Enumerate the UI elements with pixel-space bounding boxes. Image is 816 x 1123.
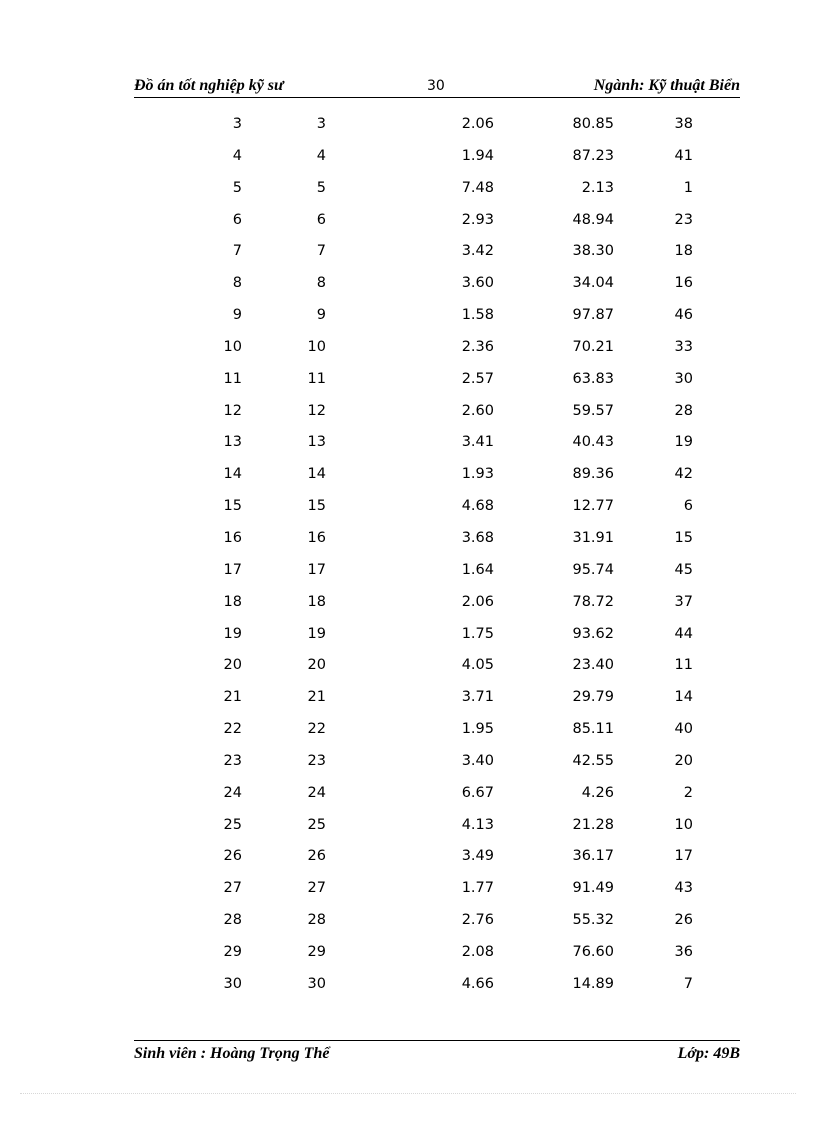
table-cell: 43 (674, 880, 693, 897)
table-cell: 4.68 (461, 498, 494, 515)
table-cell: 3.40 (461, 752, 494, 769)
table-row (0, 556, 816, 588)
table-cell: 3.71 (461, 689, 494, 706)
table-cell: 26 (223, 848, 242, 865)
table-cell: 6 (316, 211, 326, 228)
table-cell: 1.94 (461, 147, 494, 164)
table-cell: 36 (674, 943, 693, 960)
table-cell: 20 (674, 752, 693, 769)
table-cell: 18 (307, 593, 326, 610)
table-cell: 29 (223, 943, 242, 960)
table-cell: 55.32 (572, 912, 614, 929)
table-cell: 16 (674, 275, 693, 292)
table-cell: 4 (316, 147, 326, 164)
table-cell: 6.67 (461, 784, 494, 801)
table-row (0, 174, 816, 206)
table-cell: 26 (674, 912, 693, 929)
table-cell: 2.57 (461, 370, 494, 387)
table-cell: 97.87 (572, 307, 614, 324)
table-cell: 23 (223, 752, 242, 769)
table-cell: 1.64 (461, 561, 494, 578)
table-cell: 3.41 (461, 434, 494, 451)
table-cell: 15 (674, 529, 693, 546)
table-cell: 27 (307, 880, 326, 897)
table-cell: 15 (223, 498, 242, 515)
table-cell: 2.13 (581, 179, 614, 196)
table-cell: 10 (674, 816, 693, 833)
table-cell: 21 (223, 689, 242, 706)
table-cell: 3 (316, 116, 326, 132)
table-row (0, 651, 816, 683)
table-row (0, 460, 816, 492)
table-cell: 45 (674, 561, 693, 578)
table-cell: 2.08 (461, 943, 494, 960)
table-cell: 4.66 (461, 975, 494, 992)
data-table (0, 110, 816, 1002)
table-row (0, 333, 816, 365)
table-cell: 8 (232, 275, 242, 292)
table-cell: 33 (674, 338, 693, 355)
table-cell: 27 (223, 880, 242, 897)
table-cell: 10 (223, 338, 242, 355)
header-major: Ngành: Kỹ thuật Biển (593, 77, 740, 94)
table-cell: 13 (307, 434, 326, 451)
table-cell: 93.62 (572, 625, 614, 642)
table-cell: 44 (674, 625, 693, 642)
table-row (0, 588, 816, 620)
table-row (0, 206, 816, 238)
table-cell: 10 (307, 338, 326, 355)
table-cell: 89.36 (572, 466, 614, 483)
table-cell: 15 (307, 498, 326, 515)
table-cell: 36.17 (572, 848, 614, 865)
table-cell: 41 (674, 147, 693, 164)
table-row (0, 747, 816, 779)
table-row (0, 938, 816, 970)
table-cell: 87.23 (572, 147, 614, 164)
table-row (0, 683, 816, 715)
table-cell: 11 (223, 370, 242, 387)
table-cell: 70.21 (572, 338, 614, 355)
table-cell: 3 (232, 116, 242, 132)
table-cell: 20 (307, 657, 326, 674)
table-cell: 37 (674, 593, 693, 610)
table-row (0, 492, 816, 524)
table-cell: 28 (223, 912, 242, 929)
table-cell: 21.28 (572, 816, 614, 833)
table-cell: 76.60 (572, 943, 614, 960)
table-cell: 16 (307, 529, 326, 546)
table-row (0, 620, 816, 652)
table-cell: 91.49 (572, 880, 614, 897)
table-row (0, 365, 816, 397)
table-cell: 8 (316, 275, 326, 292)
table-row (0, 237, 816, 269)
table-cell: 17 (307, 561, 326, 578)
table-cell: 2 (683, 784, 693, 801)
table-cell: 24 (223, 784, 242, 801)
table-cell: 11 (307, 370, 326, 387)
page-number: 30 (427, 78, 445, 94)
table-cell: 2.06 (461, 593, 494, 610)
table-cell: 1 (683, 179, 693, 196)
table-cell: 42.55 (572, 752, 614, 769)
table-cell: 16 (223, 529, 242, 546)
table-cell: 25 (307, 816, 326, 833)
page-footer (134, 1040, 740, 1063)
table-cell: 5 (232, 179, 242, 196)
table-cell: 78.72 (572, 593, 614, 610)
table-cell: 46 (674, 307, 693, 324)
table-cell: 2.93 (461, 211, 494, 228)
table-row (0, 428, 816, 460)
table-row (0, 715, 816, 747)
table-cell: 13 (223, 434, 242, 451)
table-cell: 63.83 (572, 370, 614, 387)
table-cell: 11 (674, 657, 693, 674)
table-cell: 6 (683, 498, 693, 515)
table-cell: 4.05 (461, 657, 494, 674)
footer-class: Lớp: 49B (677, 1045, 740, 1062)
table-row (0, 811, 816, 843)
table-cell: 23.40 (572, 657, 614, 674)
table-cell: 5 (316, 179, 326, 196)
table-row (0, 269, 816, 301)
table-row (0, 842, 816, 874)
table-cell: 14 (223, 466, 242, 483)
table-cell: 18 (223, 593, 242, 610)
table-cell: 1.75 (461, 625, 494, 642)
table-cell: 23 (307, 752, 326, 769)
table-cell: 14 (307, 466, 326, 483)
table-cell: 4.26 (581, 784, 614, 801)
table-cell: 3.68 (461, 529, 494, 546)
page-header (134, 75, 740, 98)
table-cell: 7.48 (461, 179, 494, 196)
table-cell: 34.04 (572, 275, 614, 292)
table-cell: 29.79 (572, 689, 614, 706)
table-cell: 4 (232, 147, 242, 164)
table-cell: 1.77 (461, 880, 494, 897)
table-row (0, 397, 816, 429)
page-edge-divider (20, 1093, 796, 1094)
table-cell: 9 (232, 307, 242, 324)
table-cell: 3.42 (461, 243, 494, 260)
table-row (0, 874, 816, 906)
table-cell: 31.91 (572, 529, 614, 546)
table-cell: 12 (307, 402, 326, 419)
table-cell: 2.76 (461, 912, 494, 929)
table-row (0, 906, 816, 938)
table-cell: 17 (223, 561, 242, 578)
table-cell: 12.77 (572, 498, 614, 515)
table-row (0, 779, 816, 811)
table-cell: 85.11 (572, 721, 614, 738)
table-cell: 38 (674, 116, 693, 132)
table-cell: 14 (674, 689, 693, 706)
table-cell: 25 (223, 816, 242, 833)
table-cell: 30 (307, 975, 326, 992)
table-row (0, 524, 816, 556)
table-cell: 20 (223, 657, 242, 674)
table-cell: 95.74 (572, 561, 614, 578)
table-cell: 18 (674, 243, 693, 260)
table-cell: 3.49 (461, 848, 494, 865)
table-cell: 14.89 (572, 975, 614, 992)
table-cell: 3.60 (461, 275, 494, 292)
table-cell: 28 (674, 402, 693, 419)
table-row (0, 142, 816, 174)
table-cell: 6 (232, 211, 242, 228)
table-cell: 17 (674, 848, 693, 865)
table-cell: 30 (223, 975, 242, 992)
table-cell: 2.06 (461, 116, 494, 132)
table-cell: 22 (307, 721, 326, 738)
table-cell: 7 (683, 975, 693, 992)
table-cell: 1.95 (461, 721, 494, 738)
table-cell: 59.57 (572, 402, 614, 419)
table-cell: 40.43 (572, 434, 614, 451)
table-cell: 7 (316, 243, 326, 260)
table-cell: 42 (674, 466, 693, 483)
table-row (0, 110, 816, 142)
footer-student: Sinh viên : Hoàng Trọng Thể (134, 1045, 330, 1062)
table-row (0, 970, 816, 1002)
table-cell: 29 (307, 943, 326, 960)
table-cell: 19 (674, 434, 693, 451)
table-cell: 48.94 (572, 211, 614, 228)
table-cell: 38.30 (572, 243, 614, 260)
table-cell: 9 (316, 307, 326, 324)
table-cell: 12 (223, 402, 242, 419)
table-cell: 21 (307, 689, 326, 706)
table-cell: 4.13 (461, 816, 494, 833)
table-cell: 24 (307, 784, 326, 801)
table-cell: 19 (307, 625, 326, 642)
table-cell: 30 (674, 370, 693, 387)
table-cell: 22 (223, 721, 242, 738)
header-document-type: Đồ án tốt nghiệp kỹ sư (134, 77, 284, 94)
table-cell: 26 (307, 848, 326, 865)
table-cell: 2.60 (461, 402, 494, 419)
table-cell: 1.58 (461, 307, 494, 324)
table-row (0, 301, 816, 333)
table-cell: 7 (232, 243, 242, 260)
table-cell: 19 (223, 625, 242, 642)
table-cell: 40 (674, 721, 693, 738)
table-cell: 28 (307, 912, 326, 929)
table-cell: 80.85 (572, 116, 614, 132)
table-cell: 2.36 (461, 338, 494, 355)
table-cell: 23 (674, 211, 693, 228)
table-cell: 1.93 (461, 466, 494, 483)
